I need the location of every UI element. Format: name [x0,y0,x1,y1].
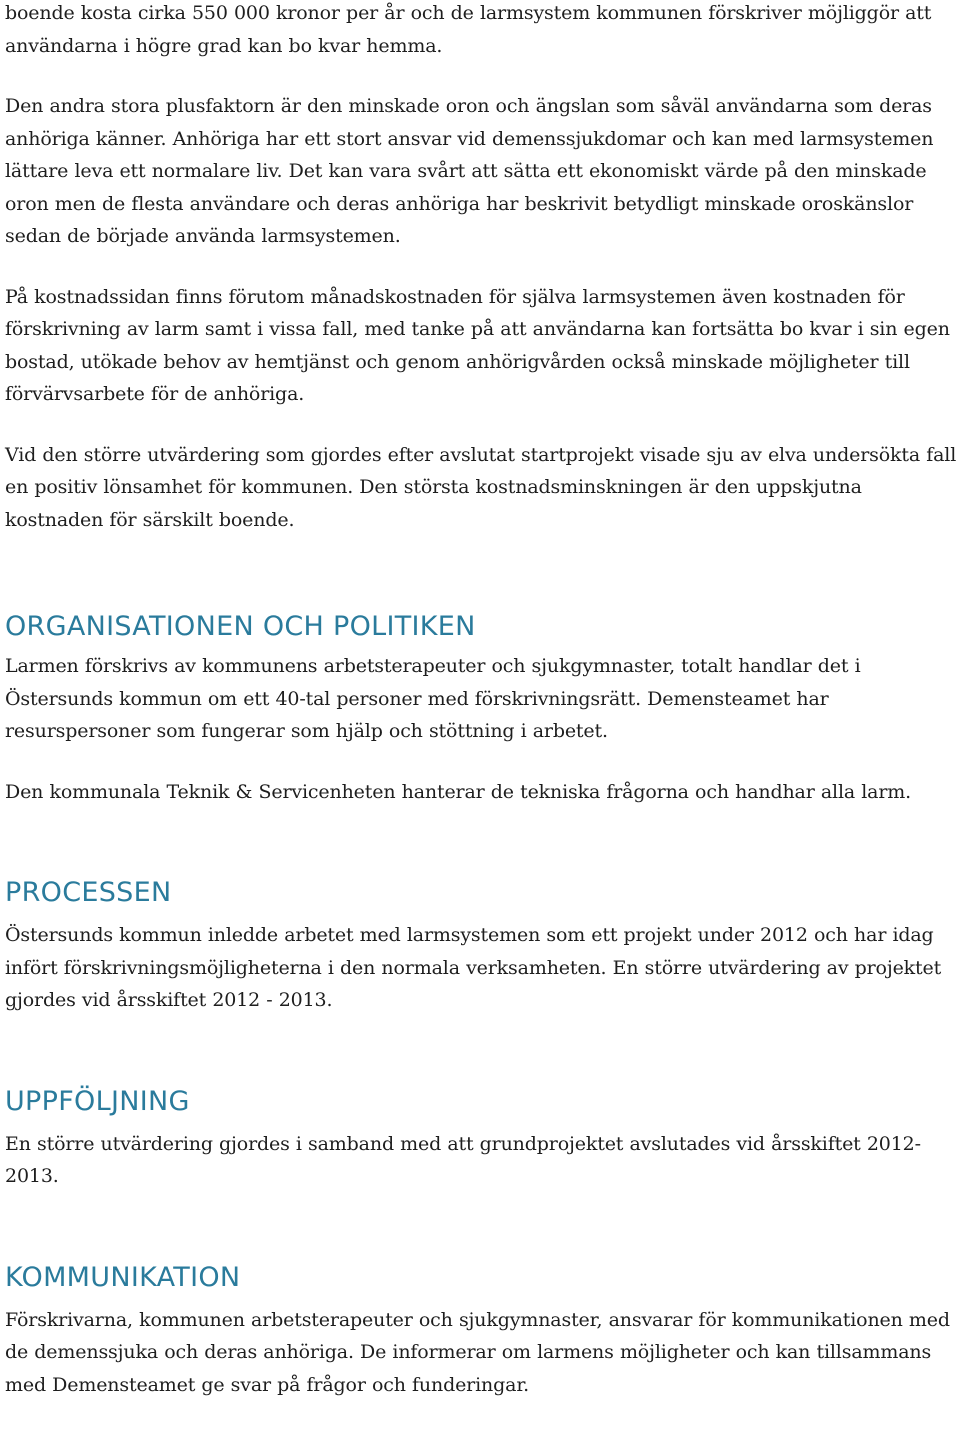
paragraph-processen: Östersunds kommun inledde arbetet med larmsystemen som ett projekt under 2012 och har idag infört förskrivningsmöjligheterna i den normala verksamheten. En större utvärdering av projektet gjordes vid årsskiftet 2012 - 2013. [5,924,942,1011]
heading-organisation: ORGANISATIONEN OCH POLITIKEN [5,611,476,642]
heading-kommunikation: KOMMUNIKATION [5,1261,241,1293]
paragraph-evaluation: Vid den större utvärdering som gjordes efter avslutat startprojekt visade sju av elva undersökta fall en positiv lönsamhet för kommunen. Den största kostnadsminskningen är den uppskjutna kostnaden för särskilt boende. [5,443,957,531]
paragraph-reduced-worry: Den andra stora plusfaktorn är den minskade oron och ängslan som såväl användarna som deras anhöriga känner. Anhöriga har ett stort ansvar vid demenssjukdomar och kan med larmsystemen lättare leva ett normalare liv. Det kan vara svårt att sätta ett ekonomiskt värde på den minskade oron men de flesta användare och deras anhöriga har beskrivit betydligt minskade oroskänslor sedan de började använda larmsystemen. [5,95,934,247]
paragraph-organisation-prescribers: Larmen förskrivs av kommunens arbetsterapeuter och sjukgymnaster, totalt handlar det i Östersunds kommun om ett 40-tal personer med förskrivningsrätt. Demensteamet har resurspersoner som fungerar som hjälp och stöttning i arbetet. [5,655,861,742]
paragraph-organisation-technical: Den kommunala Teknik & Servicenheten hanterar de tekniska frågorna och handhar alla larm. [5,780,912,803]
paragraph-kommunikation: Förskrivarna, kommunen arbetsterapeuter och sjukgymnaster, ansvarar för kommunikationen med de demenssjuka och deras anhöriga. De informerar om larmens möjligheter och kan tillsammans med Demensteamet ge svar på frågor och funderingar. [5,1308,950,1396]
heading-processen: PROCESSEN [5,877,172,908]
paragraph-cost-savings: boende kosta cirka 550 000 kronor per år och de larmsystem kommunen förskriver möjliggör att användarna i högre grad kan bo kvar hemma. [5,2,932,57]
paragraph-cost-side: På kostnadssidan finns förutom månadskostnaden för själva larmsystemen även kostnaden för förskrivning av larm samt i vissa fall, med tanke på att användarna kan fortsätta bo kvar i sin egen bostad, utökade behov av hemtjänst och genom anhörigvården också minskade möjligheter till förvärvsarbete för de anhöriga. [5,285,950,405]
paragraph-uppfoljning: En större utvärdering gjordes i samband med att grundprojektet avslutades vid årsskiftet 2012-2013. [5,1132,921,1187]
document-page [5,0,960,1401]
heading-uppfoljning: UPPFÖLJNING [5,1085,190,1117]
